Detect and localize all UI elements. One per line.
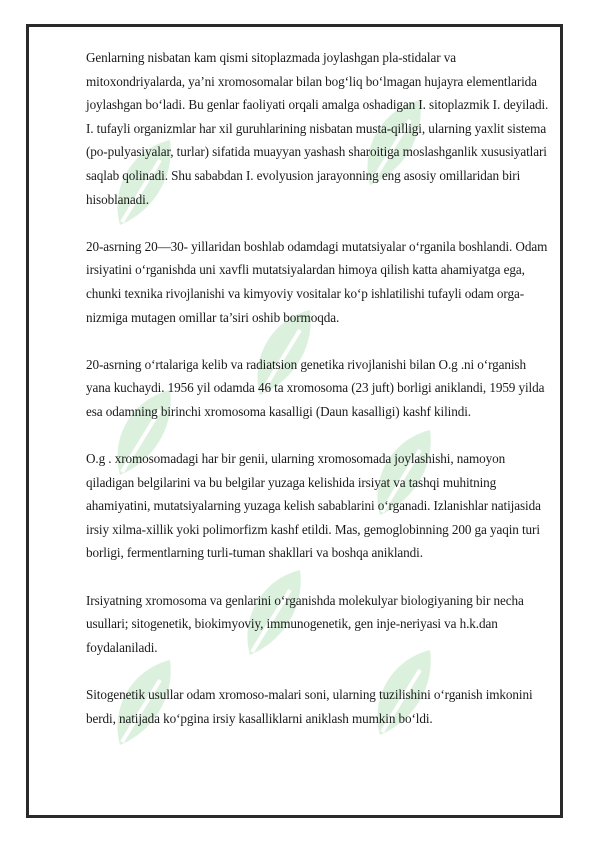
paragraph: Sitogenetik usullar odam xromoso-malari soni, ularning tuzilishini o‘rganish imkonini berdi, natijada ko‘pgina irsiy kasalliklarni aniklash mumkin bo‘ldi. [86, 687, 533, 726]
paragraph: Irsiyatning xromosoma va genlarini o‘rganishda molekulyar biologiyaning bir necha usullari; sitogenetik, biokimyoviy, immunogenetik, gen inje-neriyasi va h.k.dan foydalaniladi. [86, 592, 524, 655]
paragraph: 20-asrning 20—30- yillaridan boshlab odamdagi mutatsiyalar o‘rganila boshlandi. Odam irsiyatini o‘rganishda uni xavfli mutatsiyalardan himoya qilish katta ahamiyatga ega, chunki texnika rivojlanishi va kimyoviy vositalar ko‘p ishlatilishi tufayli odam orga-nizmiga mutagen omillar ta’siri oshib bormoqda. [86, 238, 548, 325]
document-body [86, 46, 552, 754]
paragraph: 20-asrning o‘rtalariga kelib va radiatsion genetika rivojlanishi bilan O.g .ni o‘rganish yana kuchaydi. 1956 yil odamda 46 ta xromosoma (23 juft) borligi aniklandi, 1959 yilda esa odamning birinchi xromosoma kasalligi (Daun kasalligi) kashf kilindi. [86, 356, 545, 419]
paragraph: O.g . xromosomadagi har bir genii, ularning xromosomada joylashishi, namoyon qiladigan belgilarini va bu belgilar yuzaga kelishida irsiyat va tashqi muhitning ahamiyatini, mutatsiyalarning yuzaga kelish sabablarini o‘rganadi. Izlanishlar natijasida irsiy xilma-xillik yoki polimorfizm kashf etildi. Mas, gemoglobinning 200 ga yaqin turi borligi, fermentlarning turli-tuman shakllari va boshqa aniklandi. [86, 451, 541, 561]
paragraph: Genlarning nisbatan kam qismi sitoplazmada joylashgan pla-stidalar va mitoxondriyalarda, ya’ni xromosomalar bilan bog‘liq bo‘lmagan hujayra elementlarida joylashgan bo‘ladi. Bu genlar faoliyati orqali amalga oshadigan I. sitoplazmik I. deyiladi. I. tufayli organizmlar har xil guruhlarining nisbatan musta-qilligi, ularning yaxlit sistema (po-pulyasiyalar, turlar) sifatida muayyan yashash sharoitiga moslashganlik xususiyatlari saqlab qolinadi. Shu sababdan I. evolyusion jarayonning eng asosiy omillaridan biri hisoblanadi. [86, 50, 549, 207]
